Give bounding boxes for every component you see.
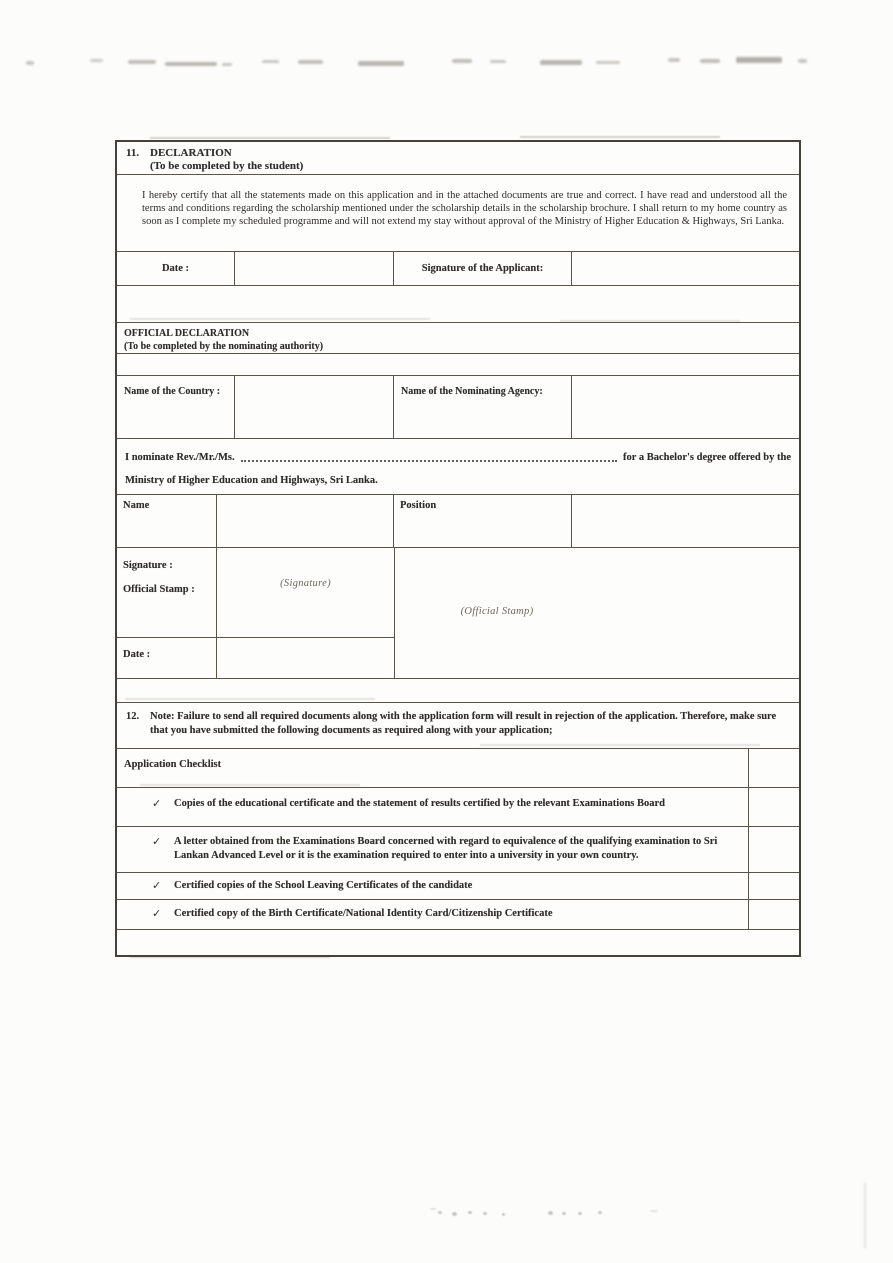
checklist-title-cell xyxy=(117,749,749,787)
applicant-date-value-cell xyxy=(235,252,394,285)
section-11-number: 11. xyxy=(126,147,140,159)
section-12-note-text: Note: Failure to send all required documents along with the application form will result in rejection of the application. Therefore, make sure that you have submitted the following documents as required along with your application; xyxy=(150,711,777,736)
dotted-name-line xyxy=(241,460,617,462)
official-declaration-header xyxy=(117,323,799,354)
name-label: Name xyxy=(117,495,217,547)
nomination-line-2: Ministry of Higher Education and Highways, Sri Lanka. xyxy=(125,475,378,486)
checklist-row xyxy=(117,873,799,900)
checklist-status-cell xyxy=(749,873,799,899)
application-form-page xyxy=(115,140,801,957)
country-agency-row xyxy=(117,376,799,439)
applicant-signature-value-cell xyxy=(572,252,799,285)
checklist-item-cell xyxy=(117,873,749,899)
applicant-date-signature-row xyxy=(117,252,799,286)
checklist-item-cell xyxy=(117,788,749,826)
position-value-cell xyxy=(572,495,799,547)
checkmark-icon: ✓ xyxy=(152,836,162,848)
declaration-paragraph: I hereby certify that all the statements made on this application and in the attached documents are true and correct. I have read and understood all the terms and conditions regarding the scholarship mentioned under the scholarship details in the scholarship brochure. I shall return to my home country as soon as I complete my scheduled programme and will not extend my stay without approval of the Ministry of Higher Education & Highways, Sri Lanka. xyxy=(117,175,799,252)
nomination-statement xyxy=(117,439,799,495)
nomination-line-1 xyxy=(125,451,791,465)
checklist-row xyxy=(117,827,799,873)
official-stamp-label: Official Stamp : xyxy=(123,584,195,595)
agency-value-cell xyxy=(572,376,799,438)
position-label: Position xyxy=(394,495,572,547)
checklist-item-text: Copies of the educational certificate and the statement of results certified by the relevant Examinations Board xyxy=(174,798,666,809)
country-label: Name of the Country : xyxy=(117,376,235,438)
official-declaration-subtitle: (To be completed by the nominating authority) xyxy=(124,341,324,352)
official-stamp-placeholder: (Official Stamp) xyxy=(460,606,534,617)
checklist-item-text: Certified copies of the School Leaving Certificates of the candidate xyxy=(174,880,473,891)
checkmark-icon: ✓ xyxy=(152,908,162,920)
checklist-status-cell xyxy=(749,900,799,929)
applicant-date-label: Date : xyxy=(117,252,235,285)
checklist-status-cell xyxy=(749,827,799,872)
checkmark-icon: ✓ xyxy=(152,798,162,810)
official-declaration-title: OFFICIAL DECLARATION xyxy=(124,328,250,339)
checkmark-icon: ✓ xyxy=(152,880,162,892)
nominate-prefix: I nominate Rev./Mr./Ms. xyxy=(125,452,235,463)
signature-cell-divider xyxy=(394,548,395,678)
checklist-status-cell xyxy=(749,788,799,826)
checklist-row xyxy=(117,788,799,827)
section-11-header xyxy=(117,142,799,175)
name-value-cell xyxy=(217,495,394,547)
signature-placeholder: (Signature) xyxy=(280,578,331,589)
official-signature-label: Signature : xyxy=(123,560,173,571)
spacer-row xyxy=(117,286,799,323)
country-value-cell xyxy=(235,376,394,438)
section-11-title-block xyxy=(150,147,303,174)
checklist-title: Application Checklist xyxy=(124,759,222,770)
spacer-row xyxy=(117,354,799,376)
section-11-subtitle: (To be completed by the student) xyxy=(150,160,304,172)
signature-date-divider xyxy=(117,637,395,638)
agency-label: Name of the Nominating Agency: xyxy=(394,376,572,438)
checklist-item-text: Certified copy of the Birth Certificate/National Identity Card/Citizenship Certificate xyxy=(174,908,553,919)
official-signature-block xyxy=(117,548,799,679)
checklist-row xyxy=(117,900,799,930)
name-position-row xyxy=(117,495,799,548)
official-date-label: Date : xyxy=(123,649,151,660)
spacer-row xyxy=(117,679,799,703)
applicant-signature-label: Signature of the Applicant: xyxy=(394,252,572,285)
section-12-note xyxy=(117,703,799,749)
checklist-item-cell xyxy=(117,827,749,872)
section-12-number: 12. xyxy=(126,711,140,722)
checklist-status-column-header xyxy=(749,749,799,787)
nominate-suffix: for a Bachelor's degree offered by the xyxy=(623,452,791,463)
section-11-title: DECLARATION xyxy=(150,147,232,159)
checklist-item-cell xyxy=(117,900,749,929)
signature-stamp-label-cell xyxy=(117,548,217,678)
checklist-header-row xyxy=(117,749,799,788)
checklist-item-text: A letter obtained from the Examinations Board concerned with regard to equivalence of the qualifying examination to Sri Lankan Advanced Level or it is the examination required to enter into a university in your own country. xyxy=(174,836,718,861)
